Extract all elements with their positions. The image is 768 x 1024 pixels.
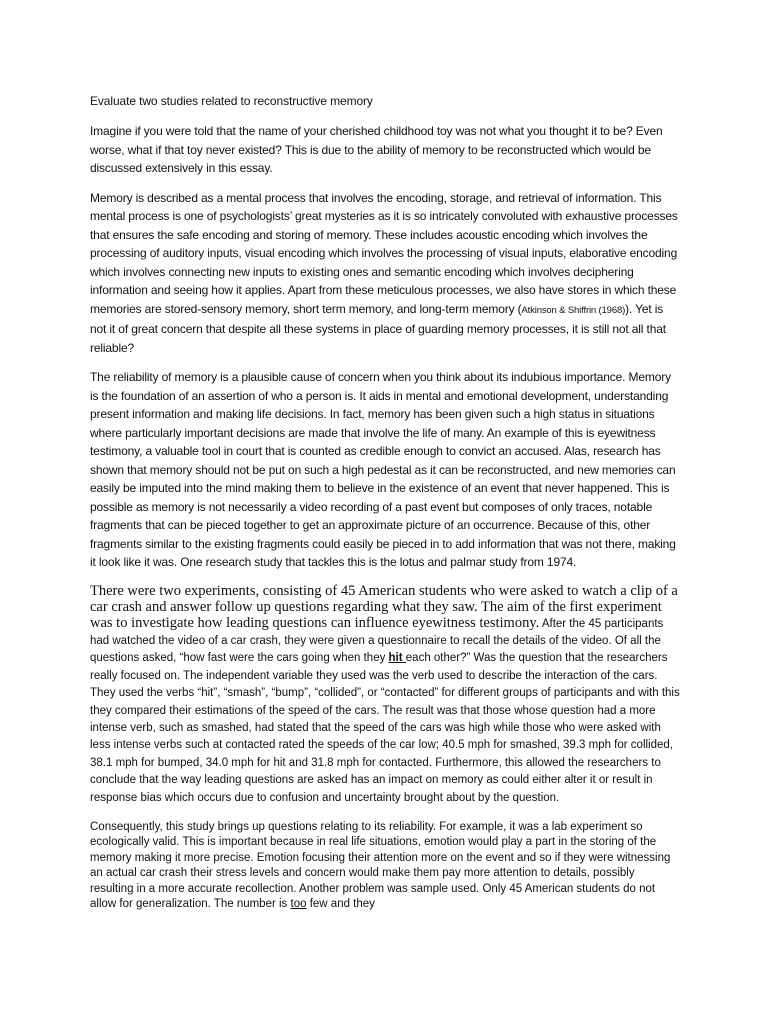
- paragraph-text: each other?” Was the question that the researchers really focused on. The independent variable they used was the verb used to describe the interaction of the cars. They used the verbs “hit”, “smash”, “bump”, “collided”, or “contacted” for different groups of participants and with this they compared their estimations of the speed of the cars. The result was that those whose question had a more intense verb, such as smashed, had stated that the speed of the cars was high while those who were asked with less intense verbs such at contacted rated the speeds of the car low; 40.5 mph for smashed, 39.3 mph for collided, 38.1 mph for bumped, 34.0 mph for hit and 31.8 mph for contacted. Furthermore, this allowed the researchers to conclude that the way leading questions are asked has an impact on memory as could either alter it or result in response bias which occurs due to confusion and uncertainty brought about by the question.: [90, 652, 680, 804]
- essay-title: Evaluate two studies related to reconstructive memory: [90, 94, 373, 108]
- paragraph-evaluation: [90, 820, 680, 912]
- paragraph-text: few and they: [306, 898, 375, 910]
- paragraph-text: Consequently, this study brings up questions relating to its reliability. For example, it was a lab experiment so ecologically valid. This is important because in real life situations, emotion would play a part in the storing of the memory making it more precise. Emotion focusing their attention more on the event and so if they were witnessing an actual car crash their stress levels and concern would make them pay more attention to details, possibly resulting in a more accurate recollection. Another problem was sample used. Only 45 American students do not allow for generalization. The number is: [90, 820, 671, 910]
- underlined-word: too: [290, 898, 307, 910]
- emphasized-word: hit: [388, 652, 406, 665]
- paragraph-reliability: The reliability of memory is a plausible cause of concern when you think about its indubious importance. Memory is the foundation of an assertion of who a person is. It aids in mental and emotional development, understanding present information and making life decisions. In fact, memory has been given such a high status in situations where particularly important decisions are made that involve the life of many. An example of this is eyewitness testimony, a valuable tool in court that is counted as credible enough to convict an accused. Alas, research has shown that memory should not be put on such a high pedestal as it can be reconstructed, and new memories can easily be imputed into the mind making them to believe in the existence of an event that never happened. This is possible as memory is not necessarily a video recording of a past event but composes of only traces, notable fragments that can be pieced together to get an approximate picture of an occurrence. Because of this, other fragments similar to the existing fragments could easily be pieced in to add information that was not there, making it look like it was. One research study that tackles this is the lotus and palmar study from 1974.: [90, 370, 676, 569]
- paragraph-text: After the 45 participants had watched the video of a car crash, they were given a questionnaire to recall the details of the video. Of all the questions asked, “how fast were the cars going when they: [90, 617, 664, 665]
- paragraph-intro: Imagine if you were told that the name of your cherished childhood toy was not what you thought it to be? Even worse, what if that toy never existed? This is due to the ability of memory to be reconstructed which would be discussed extensively in this essay.: [90, 124, 663, 175]
- paragraph-experiment: [90, 583, 680, 806]
- document-body: [90, 92, 680, 912]
- paragraph-memory-definition: [90, 189, 680, 358]
- paragraph-text: ). Yet is not it of great concern that despite all these systems in place of guarding memory processes, it is still not all that reliable?: [90, 301, 666, 355]
- citation: Atkinson & Shiffrin (1968): [521, 304, 626, 316]
- paragraph-text-serif: There were two experiments, consisting of 45 American students who were asked to watch a clip of a car crash and answer follow up questions regarding what they saw. The aim of the first experiment was to investigate how leading questions can influence eyewitness testimony.: [90, 582, 678, 631]
- paragraph-text: Memory is described as a mental process that involves the encoding, storage, and retrieval of information. This mental process is one of psychologists’ great mysteries as it is so intricately convoluted with exhaustive processes that ensures the safe encoding and storing of memory. These includes acoustic encoding which involves the processing of auditory inputs, visual encoding which involves the processing of visual inputs, elaborative encoding which involves connecting new inputs to existing ones and semantic encoding which involves deciphering information and seeing how it applies. Apart from these meticulous processes, we also have stores in which these memories are stored-sensory memory, short term memory, and long-term memory (: [90, 190, 678, 316]
